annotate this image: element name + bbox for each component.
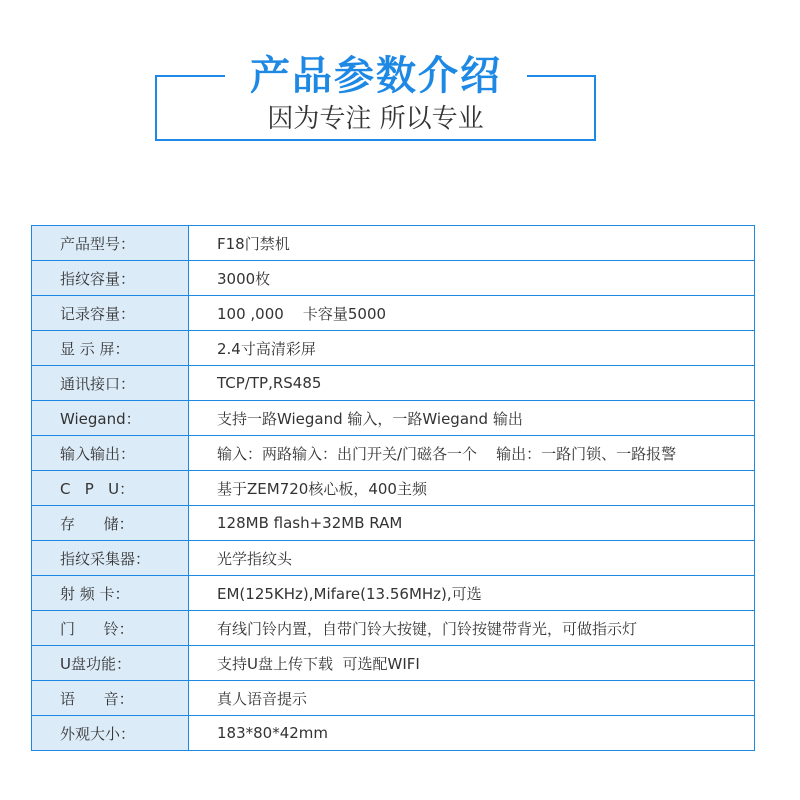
table-row <box>32 681 755 716</box>
spec-value: 输入：两路输入：出门开关/门磁各一个 输出：一路门锁、一路报警 <box>189 436 755 471</box>
spec-value: 183*80*42mm <box>189 716 755 751</box>
spec-label: 通讯接口： <box>32 366 189 401</box>
spec-label: 指纹容量： <box>32 261 189 296</box>
table-row <box>32 471 755 506</box>
table-row <box>32 226 755 261</box>
spec-value: 128MB flash+32MB RAM <box>189 506 755 541</box>
spec-label: 显 示 屏： <box>32 331 189 366</box>
page-title: 产品参数介绍 <box>250 53 502 99</box>
spec-label: C P U： <box>32 471 189 506</box>
spec-value: 真人语音提示 <box>189 681 755 716</box>
spec-value: 有线门铃内置，自带门铃大按键，门铃按键带背光，可做指示灯 <box>189 611 755 646</box>
spec-label: 外观大小： <box>32 716 189 751</box>
spec-value: TCP/TP,RS485 <box>189 366 755 401</box>
table-row <box>32 401 755 436</box>
header <box>0 0 800 160</box>
table-row <box>32 646 755 681</box>
table-row <box>32 366 755 401</box>
table-row <box>32 716 755 751</box>
spec-value: 3000枚 <box>189 261 755 296</box>
spec-label: Wiegand： <box>32 401 189 436</box>
spec-value: 100 ,000 卡容量5000 <box>189 296 755 331</box>
spec-label: 记录容量： <box>32 296 189 331</box>
table-row <box>32 611 755 646</box>
spec-value: 2.4寸高清彩屏 <box>189 331 755 366</box>
spec-label: 输入输出： <box>32 436 189 471</box>
table-row <box>32 436 755 471</box>
spec-table <box>31 225 755 751</box>
spec-label: 指纹采集器： <box>32 541 189 576</box>
table-row <box>32 541 755 576</box>
spec-label: U盘功能： <box>32 646 189 681</box>
page-subtitle: 因为专注 所以专业 <box>267 104 484 134</box>
table-row <box>32 296 755 331</box>
table-row <box>32 261 755 296</box>
spec-value: 支持U盘上传下载 可选配WIFI <box>189 646 755 681</box>
spec-label: 门 铃： <box>32 611 189 646</box>
spec-value: 光学指纹头 <box>189 541 755 576</box>
table-row <box>32 576 755 611</box>
spec-label: 产品型号： <box>32 226 189 261</box>
header-frame-top-left <box>155 75 225 77</box>
spec-value: 支持一路Wiegand 输入，一路Wiegand 输出 <box>189 401 755 436</box>
spec-label: 语 音： <box>32 681 189 716</box>
table-row <box>32 331 755 366</box>
spec-value: EM(125KHz),Mifare(13.56MHz),可选 <box>189 576 755 611</box>
spec-value: F18门禁机 <box>189 226 755 261</box>
header-frame-top-right <box>527 75 596 77</box>
spec-label: 存 储： <box>32 506 189 541</box>
table-row <box>32 506 755 541</box>
spec-value: 基于ZEM720核心板，400主频 <box>189 471 755 506</box>
spec-label: 射 频 卡： <box>32 576 189 611</box>
